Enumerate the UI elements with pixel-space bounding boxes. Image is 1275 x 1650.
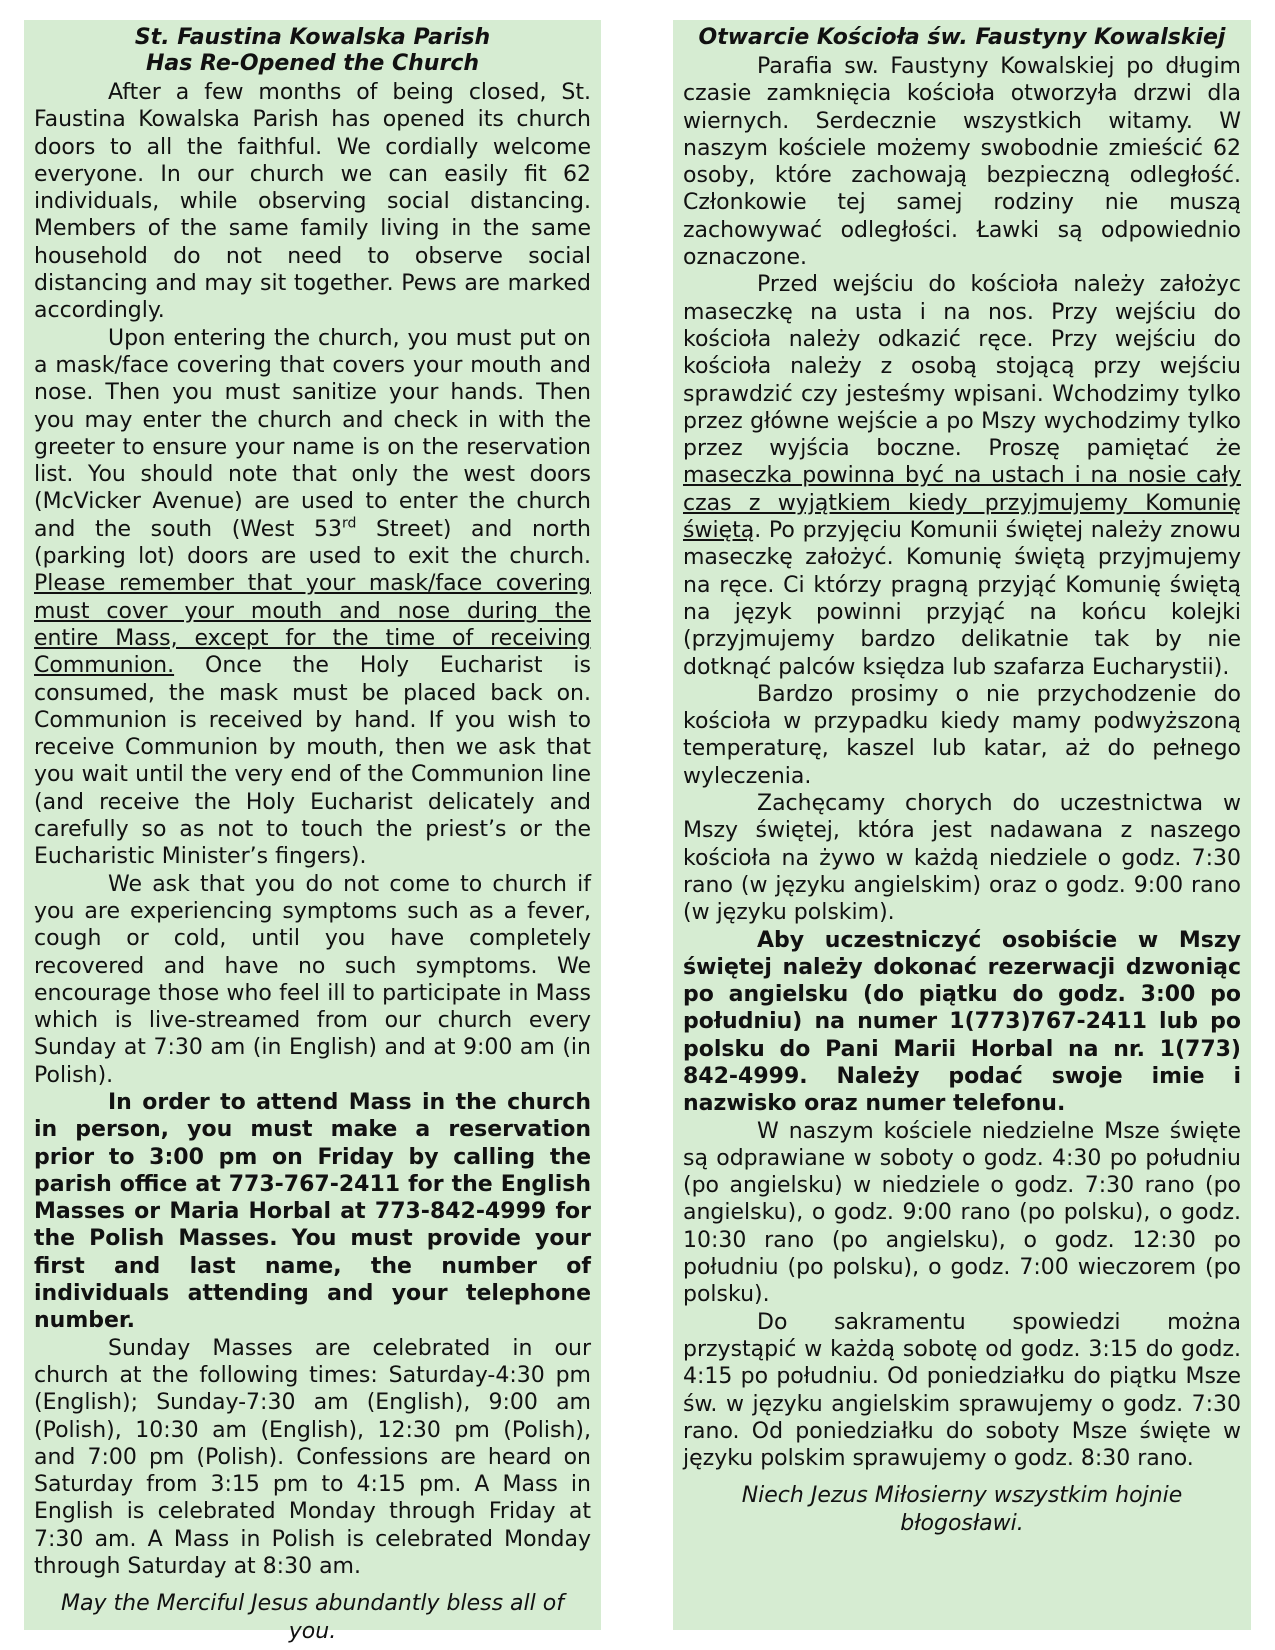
- polish-reservation-paragraph: Aby uczestniczyć osobiście w Mszy świętej należy dokonać rezerwacji dzwoniąc po angielsku (do piątku do godz. 3:00 po południu) na numer 1(773)767-2411 lub po polsku do Pani Marii Horbal na nr. 1(773) 842-4999. Należy podać swoje imie i nazwisko oraz numer telefonu.: [683, 927, 1241, 1117]
- polish-paragraph-2: [683, 271, 1241, 680]
- english-title-line2: Has Re-Opened the Church: [145, 51, 480, 76]
- polish-paragraph-4: Zachęcamy chorych do uczestnictwa w Mszy świętej, która jest nadawana z naszego kościoła na żywo w każdą niedziele o godz. 7:30 rano (w języku angielskim) oraz o godz. 9:00 rano (w języku polskim).: [683, 791, 1241, 926]
- polish-closing-blessing: Niech Jezus Miłosierny wszystkim hojnie błogosławi.: [741, 1483, 1183, 1536]
- polish-p2-text-a: Przed wejściu do kościoła należy założyc maseczkę na usta i na nos. Przy wejściu do kościoła należy odkazić ręce. Przy wejściu do kościoła należy z osobą stojącą przy wejściu sprawdzić czy jesteśmy wpisani. Wchodzimy tylko przez główne wejście a po Mszy wychodzimy tylko przez wyjścia boczne. Proszę pamiętać że: [683, 272, 1241, 462]
- english-title-line1: St. Faustina Kowalska Parish: [134, 25, 491, 50]
- english-reservation-paragraph: In order to attend Mass in the church in person, you must make a reservation prior to 3:00 pm on Friday by calling the parish office at 773-767-2411 for the English Masses or Maria Horbal at 773-842-4999 for the Polish Masses. You must provide your first and last name, the number of individuals attending and your telephone number.: [34, 1089, 591, 1334]
- english-p2-text-b: Street) and north (parking lot) doors are used to exit the church.: [34, 516, 591, 570]
- english-paragraph-1: After a few months of being closed, St. Faustina Kowalska Parish has opened its church doors to all the faithful. We cordially welcome everyone. In our church we can easily fit 62 individuals, while observing social distancing. Members of the same family living in the same household do not need to observe social distancing and may sit together. Pews are marked accordingly.: [34, 80, 591, 324]
- english-closing-blessing: May the Merciful Jesus abundantly bless all of you.: [61, 1591, 564, 1644]
- polish-confession-paragraph: Do sakramentu spowiedzi można przystąpić w każdą sobotę od godz. 3:15 do godz. 4:15 po południu. Od poniedziałku do piątku Msze św. w języku angielskim sprawujemy o godz. 7:30 rano. Od poniedziałku do soboty Msze święte w języku polskim sprawujemy o godz. 8:30 rano.: [683, 1309, 1241, 1472]
- english-paragraph-3: We ask that you do not come to church if you are experiencing symptoms such as a fever, cough or cold, until you have completely recovered and have no such symptoms. We encourage those who feel ill to participate in Mass which is live-streamed from our church every Sunday at 7:30 am (in English) and at 9:00 am (in Polish).: [34, 871, 591, 1088]
- english-p2-text-a: Upon entering the church, you must put on a mask/face covering that covers your mouth and nose. Then you must sanitize your hands. Then you may enter the church and check in with the greeter to ensure your name is on the reservation list. You should note that only the west doors (McVicker Avenue) are used to enter the church and the south (West 53: [34, 325, 591, 542]
- polish-mass-schedule-paragraph: W naszym kościele niedzielne Msze święte są odprawiane w soboty o godz. 4:30 po południu (po angielsku) w niedziele o godz. 7:30 rano (po angielsku), o godz. 9:00 rano (po polsku), o godz. 10:30 rano (po angielsku), o godz. 12:30 po południu (po polsku), o godz. 7:00 wieczorem (po polsku).: [683, 1118, 1241, 1308]
- english-p2-text-c: Once the Holy Eucharist is consumed, the mask must be placed back on. Communion is received by hand. If you wish to receive Communion by mouth, then we ask that you wait until the very end of the Communion line (and receive the Holy Eucharist delicately and carefully so as not to touch the priest’s or the Eucharistic Minister’s fingers).: [34, 653, 591, 870]
- polish-column: [673, 20, 1251, 1630]
- polish-title-line: Otwarcie Kościoła św. Faustyny Kowalskiej: [698, 25, 1226, 50]
- polish-title: [683, 25, 1241, 51]
- english-paragraph-2: [34, 325, 591, 871]
- polish-p2-text-b: . Po przyjęciu Komunii świętej należy znowu maseczkę założyć. Komunię świętą przyjmujemy na ręce. Ci którzy pragną przyjąć Komunię świętą na język powinni przyjąć na końcu kolejki (przyjmujemy bardzo delikatnie tak by nie dotknąć palców księdza lub szafarza Eucharystii).: [683, 518, 1241, 680]
- polish-p2-underlined: maseczka powinna być na ustach i na nosie cały czas z wyjątkiem kiedy przyjmujemy Komunię świętą: [683, 463, 1241, 544]
- english-p2-underlined: Please remember that your mask/face covering must cover your mouth and nose during the entire Mass, except for the time of receiving Communion.: [34, 571, 591, 679]
- polish-paragraph-3: Bardzo prosimy o nie przychodzenie do kościoła w przypadku kiedy mamy podwyższoną temperaturę, kaszel lub katar, aż do pełnego wyleczenia.: [683, 681, 1241, 789]
- english-column: [24, 20, 601, 1644]
- english-p2-superscript: rd: [341, 515, 357, 532]
- polish-paragraph-1: Parafia sw. Faustyny Kowalskiej po długim czasie zamknięcia kościoła otworzyła drzwi dla wiernych. Serdecznie wszystkich witamy. W naszym kościele możemy swobodnie zmieścić 62 osoby, które zachowają bezpieczną odległość. Członkowie tej samej rodziny nie muszą zachowywać odległości. Ławki są odpowiednio oznaczone.: [683, 54, 1241, 271]
- english-title: [34, 25, 591, 77]
- english-mass-schedule-paragraph: Sunday Masses are celebrated in our church at the following times: Saturday-4:30 pm (English); Sunday-7:30 am (English), 9:00 am (Polish), 10:30 am (English), 12:30 pm (Polish), and 7:00 pm (Polish). Confessions are heard on Saturday from 3:15 pm to 4:15 pm. A Mass in English is celebrated Monday through Friday at 7:30 am. A Mass in Polish is celebrated Monday through Saturday at 8:30 am.: [34, 1335, 591, 1580]
